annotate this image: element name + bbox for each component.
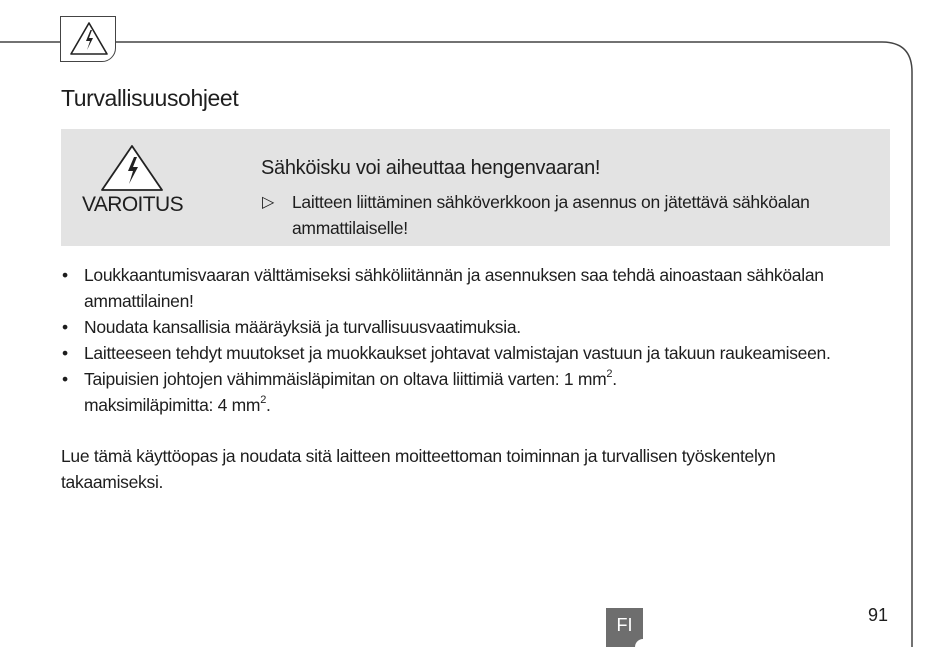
list-item <box>61 314 901 340</box>
cable-max-period: . <box>266 395 271 415</box>
warning-box <box>61 129 890 246</box>
bullet-icon: • <box>62 343 68 363</box>
cable-min-exponent: 2 <box>606 368 613 381</box>
warning-label: VAROITUS <box>82 193 183 216</box>
warning-text: Laitteen liittäminen sähköverkkoon ja asennus on jätettävä sähköalan ammattilaiselle! <box>292 192 810 238</box>
page-title: Turvallisuusohjeet <box>61 85 239 111</box>
electric-shock-warning-icon <box>69 21 109 57</box>
cable-max-text: maksimiläpimitta: 4 mm <box>84 395 261 415</box>
header-warning-badge <box>60 16 116 62</box>
list-item <box>61 340 901 366</box>
list-item-cable <box>61 366 901 418</box>
warning-heading: Sähköisku voi aiheuttaa hengenvaaran! <box>261 157 601 179</box>
high-voltage-warning-icon <box>99 143 165 193</box>
list-item-text: Laitteeseen tehdyt muutokset ja muokkaukset johtavat valmistajan vastuun ja takuun raukeamiseen. <box>84 343 831 363</box>
cable-min-text: Taipuisien johtojen vähimmäisläpimitan on oltava liittimiä varten: 1 mm <box>84 369 607 389</box>
list-item-text: Loukkaantumisvaaran välttämiseksi sähköliitännän ja asennuksen saa tehdä ainoastaan sähköalan ammattilainen! <box>84 265 824 311</box>
list-item <box>61 262 901 314</box>
bullet-icon: • <box>62 369 68 389</box>
page-number: 91 <box>868 605 889 625</box>
safety-list <box>61 262 901 418</box>
bullet-icon: • <box>62 317 68 337</box>
cable-min-period: . <box>612 369 617 389</box>
language-tab: FI <box>606 608 643 647</box>
cable-max-exponent: 2 <box>260 394 267 407</box>
bullet-icon: • <box>62 265 68 285</box>
arrow-right-icon: ▷ <box>262 194 275 211</box>
usage-note: Lue tämä käyttöopas ja noudata sitä laitteen moitteettoman toiminnan ja turvallisen työskentelyn takaamiseksi. <box>61 446 776 492</box>
list-item-text: Noudata kansallisia määräyksiä ja turvallisuusvaatimuksia. <box>84 317 521 337</box>
